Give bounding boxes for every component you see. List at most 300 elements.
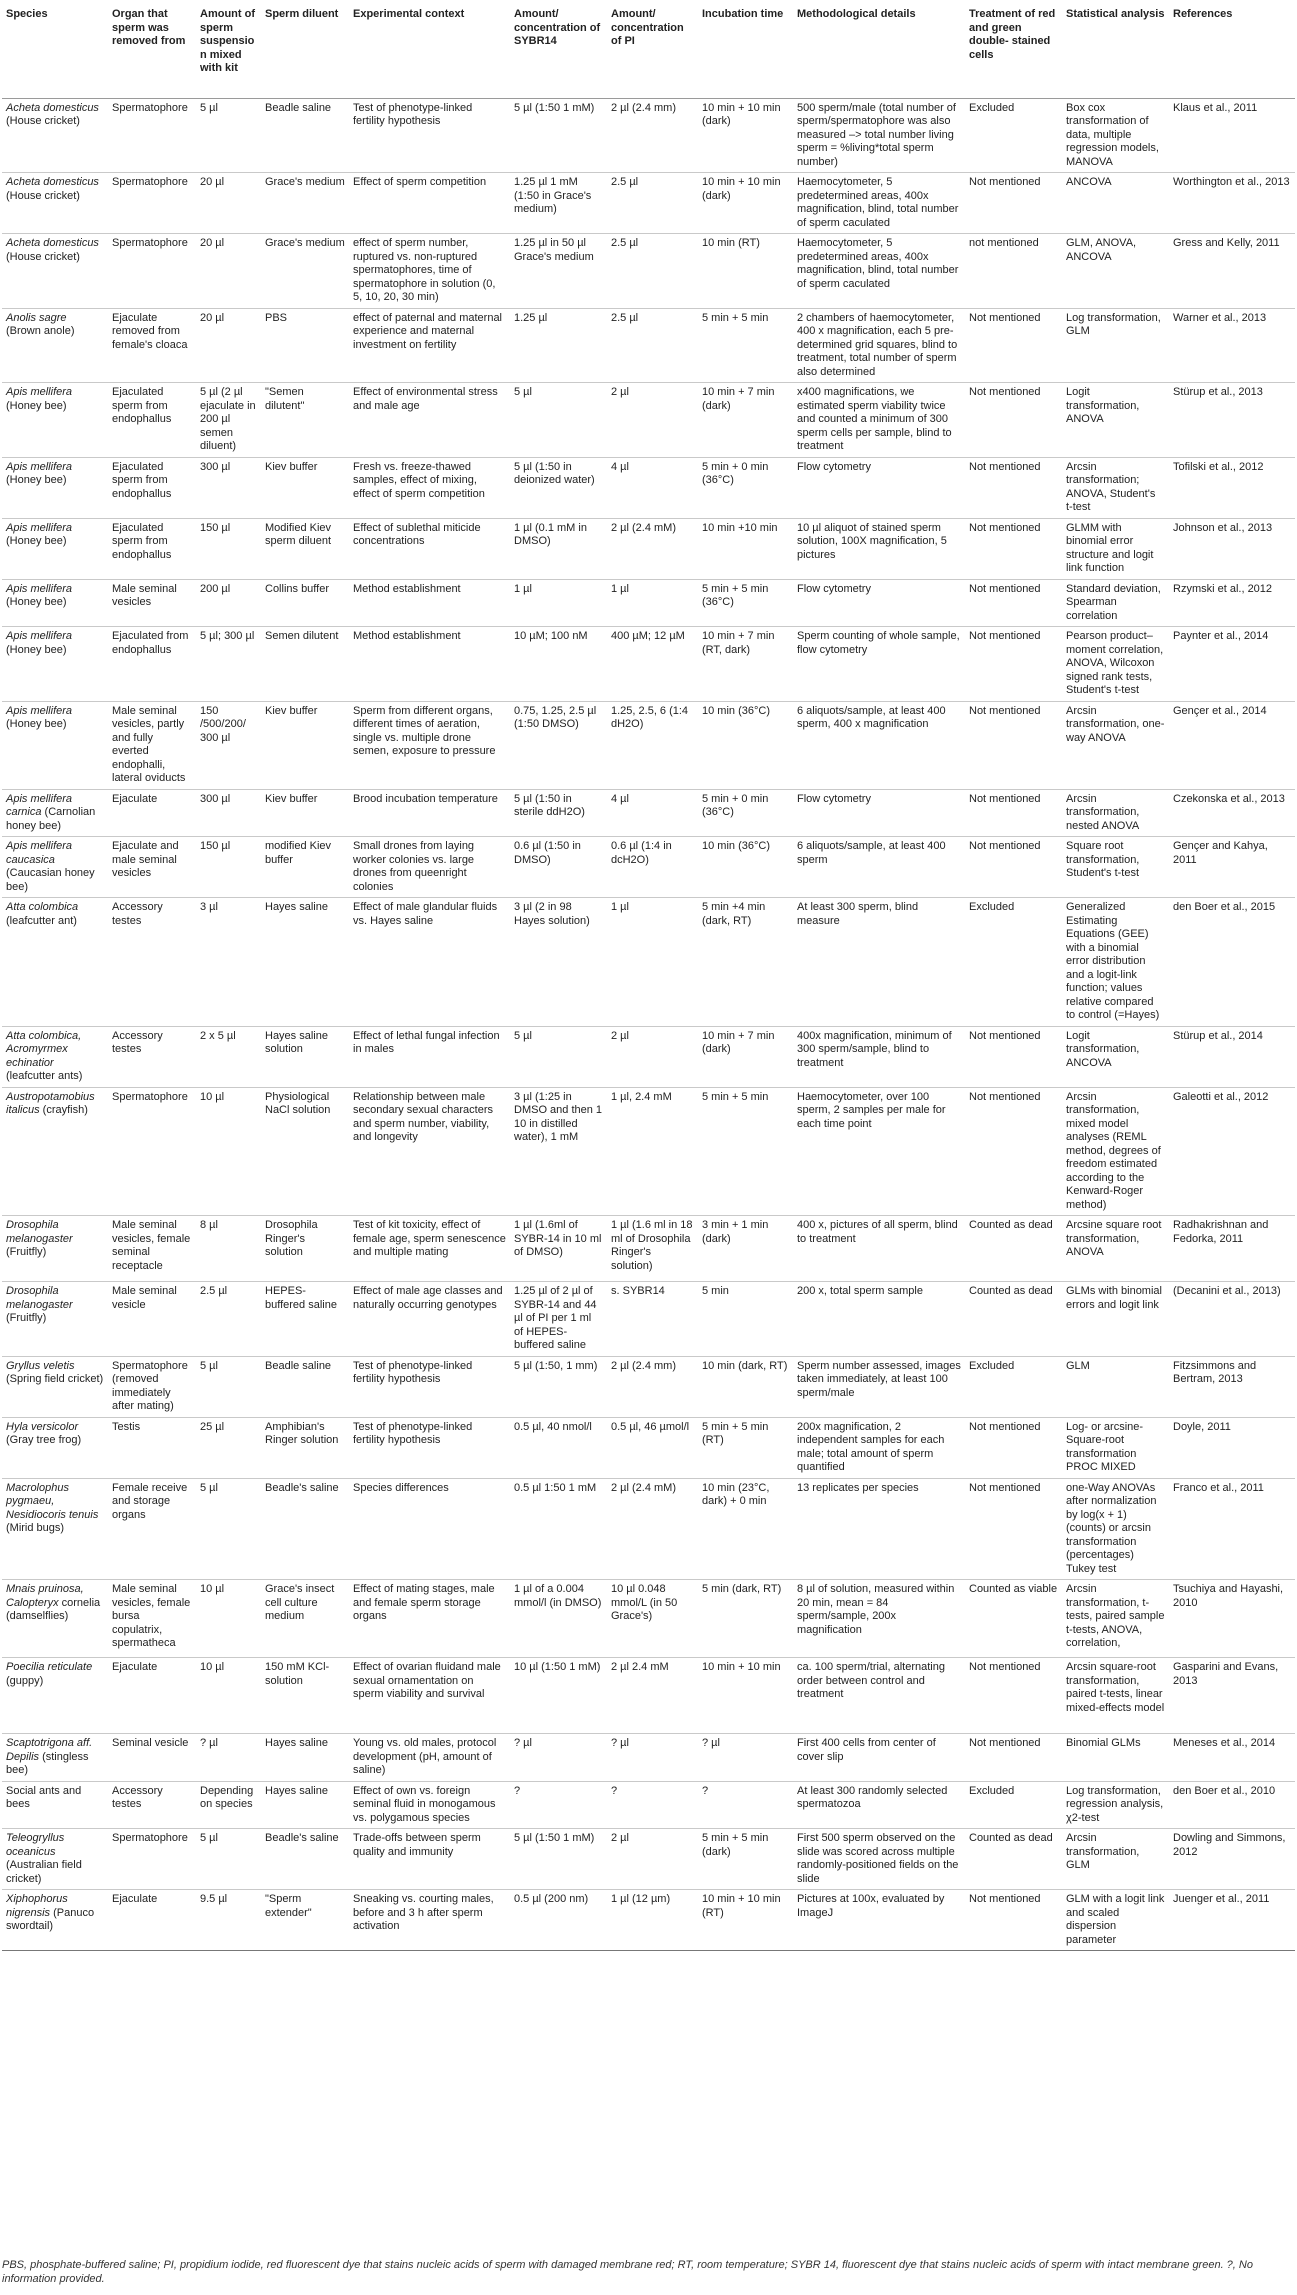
cell-refs: Meneses et al., 2014 (1173, 1737, 1276, 1749)
table-row (2, 1356, 1295, 1417)
cell-sybr: 5 µl (1:50, 1 mm) (514, 1359, 598, 1372)
cell-pi: 2 µl (2.4 mM) (611, 521, 677, 534)
table-row (2, 1658, 1295, 1734)
common-name: (Honey bee) (6, 399, 67, 412)
cell-incubation: 10 min + 10 min (702, 1661, 781, 1673)
cell-treatment: Not mentioned (969, 386, 1041, 398)
species-name: Anolis sagre (6, 311, 67, 324)
cell-context: Trade-offs between sperm quality and immunity (353, 1832, 481, 1858)
cell-organ: Ejaculated from endophallus (112, 630, 189, 656)
cell-refs: Doyle, 2011 (1173, 1420, 1231, 1433)
species-name: Apis mellifera (6, 386, 73, 398)
table-row (2, 457, 1295, 518)
cell-treatment: Counted as dead (969, 1832, 1053, 1844)
cell-treatment: Not mentioned (969, 704, 1041, 717)
cell-context: Test of phenotype-linked fertility hypothesis (353, 101, 473, 127)
cell-refs: Stürup et al., 2014 (1173, 1029, 1263, 1042)
cell-refs: Klaus et al., 2011 (1173, 101, 1258, 114)
cell-species (2, 308, 108, 383)
common-name: (crayfish) (39, 1104, 88, 1116)
header-stats: Statistical analysis (1066, 8, 1165, 20)
cell-species (2, 1658, 108, 1734)
cell-pi: 2 µl 2.4 mM (611, 1661, 669, 1673)
cell-treatment: Counted as dead (969, 1285, 1053, 1297)
cell-amount: 150 µl (200, 840, 231, 852)
table-row (2, 898, 1295, 1027)
cell-species (2, 383, 108, 458)
cell-refs: Rzymski et al., 2012 (1173, 582, 1273, 595)
cell-treatment: Excluded (969, 1359, 1015, 1372)
cell-amount: 300 µl (200, 460, 231, 473)
cell-stats: Arcsin transformation, mixed model analyses (REML method, degrees of freedom estimated according to the Kenward-Roger method) (1066, 1090, 1161, 1211)
cell-pi: 2 µl (611, 1832, 629, 1844)
cell-incubation: 10 min + 10 min (dark) (702, 101, 781, 127)
cell-method: Sperm counting of whole sample, flow cytometry (797, 630, 960, 656)
common-name: (Fruitfly) (6, 1246, 47, 1258)
common-name: (Honey bee) (6, 535, 67, 547)
cell-treatment: Not mentioned (969, 792, 1041, 805)
cell-refs: den Boer et al., 2010 (1173, 1784, 1276, 1797)
cell-sybr: 1.25 µl (514, 311, 548, 324)
cell-refs: Gençer et al., 2014 (1173, 704, 1267, 717)
common-name: (House cricket) (6, 189, 80, 202)
cell-sybr: 1.25 µl 1 mM (1:50 in Grace's medium) (514, 176, 592, 215)
cell-diluent: modified Kiev buffer (265, 840, 332, 866)
cell-method: ca. 100 sperm/trial, alternating order between control and treatment (797, 1661, 945, 1700)
cell-organ: Ejaculate (112, 792, 158, 805)
cell-organ: Spermatophore (112, 1090, 188, 1103)
cell-method: Pictures at 100x, evaluated by ImageJ (797, 1893, 945, 1919)
cell-sybr: 0.75, 1.25, 2.5 µl (1:50 DMSO) (514, 704, 597, 730)
cell-organ: Ejaculate (112, 1893, 158, 1905)
cell-context: Effect of male glandular fluids vs. Hayes saline (353, 901, 498, 927)
cell-stats: GLM (1066, 1359, 1090, 1372)
species-name: Gryllus veletis (6, 1359, 75, 1372)
cell-sybr: 1.25 µl of 2 µl of SYBR-14 and 44 µl of PI per 1 ml of HEPES-buffered saline (514, 1285, 597, 1351)
cell-sybr: 1 µl (1.6ml of SYBR-14 in 10 ml of DMSO) (514, 1219, 602, 1258)
cell-context: Young vs. old males, protocol development (pH, amount of saline) (353, 1737, 497, 1776)
cell-amount: 20 µl (200, 311, 225, 324)
cell-pi: 4 µl (611, 460, 629, 473)
cell-species (2, 518, 108, 579)
table-row (2, 1417, 1295, 1478)
cell-diluent: 150 mM KCl-solution (265, 1661, 330, 1687)
common-name: (Gray tree frog) (6, 1434, 82, 1446)
cell-incubation: 10 min +10 min (702, 521, 778, 534)
table-row (2, 1781, 1295, 1829)
header-sybr: Amount/ concentration of SYBR14 (514, 8, 601, 47)
cell-stats: GLM with a logit link and scaled dispersion parameter (1066, 1893, 1165, 1946)
species-name: Macrolophus pygmaeu, Nesidiocoris tenuis (6, 1481, 99, 1521)
cell-method: At least 300 randomly selected spermatozoa (797, 1784, 948, 1810)
table-row (2, 1829, 1295, 1890)
cell-stats: Square root transformation, Student's t-test (1066, 840, 1140, 879)
cell-stats: GLMs with binomial errors and logit link (1066, 1285, 1162, 1311)
cell-incubation: 5 min +4 min (dark, RT) (702, 901, 766, 927)
cell-amount: 8 µl (200, 1219, 218, 1231)
cell-method: Flow cytometry (797, 460, 871, 473)
cell-context: Effect of lethal fungal infection in males (353, 1029, 500, 1055)
cell-species (2, 1781, 108, 1829)
cell-sybr: 0.5 µl, 40 nmol/l (514, 1420, 592, 1433)
cell-pi: 2 µl (2.4 mM) (611, 1481, 677, 1494)
cell-refs: Fitzsimmons and Bertram, 2013 (1173, 1359, 1257, 1385)
cell-refs: Juenger et al., 2011 (1173, 1893, 1270, 1905)
cell-stats: Arcsin transformation, t-tests, paired sample t-tests, ANOVA, correlation, (1066, 1583, 1165, 1649)
cell-treatment: Not mentioned (969, 311, 1041, 324)
cell-species (2, 1580, 108, 1658)
common-name: (Spring field cricket) (6, 1373, 104, 1385)
header-diluent: Sperm diluent (265, 8, 339, 20)
cell-sybr: 5 µl (1:50 1 mM) (514, 1832, 595, 1844)
cell-context: Effect of male age classes and naturally occurring genotypes (353, 1285, 503, 1311)
cell-amount: 5 µl (200, 1832, 218, 1844)
cell-method: Haemocytometer, 5 predetermined areas, 400x magnification, blind, total number of sperm caculated (797, 176, 959, 229)
cell-method: 500 sperm/male (total number of sperm/spermatophore was also measured –> total number living sperm = %living*total sperm number) (797, 101, 956, 168)
cell-stats: Standard deviation, Spearman correlation (1066, 582, 1161, 622)
cell-incubation: 5 min + 5 min (RT) (702, 1420, 769, 1446)
cell-sybr: 1 µl of a 0.004 mmol/l (in DMSO) (514, 1583, 602, 1609)
cell-organ: Male seminal vesicles (112, 582, 177, 608)
table-row (2, 1734, 1295, 1782)
cell-stats: Log transformation, regression analysis, χ2-test (1066, 1784, 1164, 1824)
species-name: Apis mellifera (6, 630, 73, 642)
cell-amount: 2.5 µl (200, 1285, 228, 1297)
species-name: Apis mellifera (6, 460, 73, 473)
cell-incubation: 5 min + 5 min (dark) (702, 1832, 769, 1858)
cell-incubation: 5 min + 0 min (36°C) (702, 460, 769, 486)
cell-diluent: Kiev buffer (265, 460, 318, 473)
cell-sybr: ? µl (514, 1737, 532, 1749)
common-name: cornelia (damselflies) (6, 1596, 101, 1622)
cell-organ: Spermatophore (112, 237, 188, 249)
species-name: Drosophila melanogaster (6, 1285, 73, 1311)
table-row (2, 1026, 1295, 1087)
cell-species (2, 789, 108, 837)
cell-refs: Gasparini and Evans, 2013 (1173, 1661, 1279, 1687)
cell-incubation: 10 min + 10 min (dark) (702, 176, 781, 202)
cell-organ: Spermatophore (112, 1832, 188, 1844)
cell-sybr: 1.25 µl in 50 µl Grace's medium (514, 237, 594, 263)
table-row (2, 1282, 1295, 1357)
cell-incubation: 10 min + 7 min (RT, dark) (702, 630, 775, 656)
cell-method: 6 aliquots/sample, at least 400 sperm (797, 840, 946, 866)
cell-organ: Male seminal vesicles, partly and fully everted endophalli, lateral oviducts (112, 704, 186, 784)
cell-stats: Arcsin transformation, GLM (1066, 1832, 1140, 1871)
cell-refs: Galeotti et al., 2012 (1173, 1090, 1269, 1103)
cell-species (2, 1734, 108, 1782)
table-row (2, 837, 1295, 898)
cell-species (2, 1417, 108, 1478)
cell-treatment: Excluded (969, 101, 1015, 114)
cell-treatment: Not mentioned (969, 1737, 1041, 1749)
header-row (2, 8, 1295, 98)
cell-organ: Ejaculate (112, 1661, 158, 1673)
species-name: Apis mellifera caucasica (6, 840, 73, 866)
species-name: Mnais pruinosa, Calopteryx (6, 1583, 84, 1609)
cell-method: 400x magnification, minimum of 300 sperm/sample, blind to treatment (797, 1029, 952, 1069)
cell-method: 8 µl of solution, measured within 20 min, mean = 84 sperm/sample, 200x magnification (797, 1583, 955, 1636)
table-row (2, 1478, 1295, 1580)
sperm-viability-table (2, 8, 1295, 1951)
cell-diluent: Grace's medium (265, 176, 345, 188)
cell-amount: 5 µl; 300 µl (200, 630, 255, 642)
cell-amount: 10 µl (200, 1090, 225, 1103)
cell-organ: Spermatophore (112, 176, 188, 188)
cell-treatment: Excluded (969, 901, 1015, 913)
cell-organ: Accessory testes (112, 1784, 163, 1810)
cell-organ: Ejaculated sperm from endophallus (112, 521, 172, 561)
cell-context: Fresh vs. freeze-thawed samples, effect of mixing, effect of sperm competition (353, 460, 485, 500)
cell-treatment: Not mentioned (969, 1420, 1041, 1433)
header-organ: Organ that sperm was removed from (112, 8, 186, 47)
table-row (2, 1216, 1295, 1282)
header-species: Species (6, 8, 48, 20)
table-row (2, 579, 1295, 627)
cell-amount: 5 µl (200, 1359, 218, 1372)
cell-stats: GLM, ANOVA, ANCOVA (1066, 237, 1137, 263)
table-row (2, 383, 1295, 458)
cell-stats: Log- or arcsine-Square-root transformation PROC MIXED (1066, 1420, 1144, 1473)
cell-amount: Depending on species (200, 1784, 254, 1810)
cell-pi: 2 µl (2.4 mm) (611, 1359, 677, 1372)
cell-pi: 1 µl (611, 582, 629, 595)
cell-species (2, 1478, 108, 1580)
cell-treatment: Not mentioned (969, 1661, 1041, 1673)
cell-organ: Spermatophore (112, 101, 188, 114)
cell-diluent: Physiological NaCl solution (265, 1090, 331, 1116)
cell-pi: 4 µl (611, 792, 629, 805)
cell-diluent: "Semen dilutent" (265, 386, 305, 412)
cell-method: 2 chambers of haemocytometer, 400 x magnification, each 5 pre-determined grid squares, blind to treatment, total number of sperm also determined (797, 311, 958, 378)
cell-species (2, 1356, 108, 1417)
cell-method: First 400 cells from center of cover slip (797, 1737, 936, 1763)
table-row (2, 308, 1295, 383)
cell-stats: Box cox transformation of data, multiple regression models, MANOVA (1066, 101, 1159, 168)
cell-stats: Logit transformation, ANCOVA (1066, 1029, 1140, 1069)
cell-context: Test of phenotype-linked fertility hypothesis (353, 1420, 473, 1446)
cell-organ: Ejaculated sperm from endophallus (112, 386, 172, 425)
cell-amount: 20 µl (200, 237, 225, 249)
species-name: Apis mellifera carnica (6, 792, 73, 818)
table-header (2, 8, 1295, 98)
species-name: Xiphophorus nigrensis (6, 1893, 68, 1919)
cell-method: At least 300 sperm, blind measure (797, 901, 919, 927)
cell-sybr: 10 µM; 100 nM (514, 630, 588, 642)
cell-refs: Dowling and Simmons, 2012 (1173, 1832, 1286, 1858)
species-name: Poecilia reticulate (6, 1661, 93, 1673)
species-name: Drosophila melanogaster (6, 1219, 73, 1245)
cell-pi: 2 µl (611, 386, 629, 398)
header-method: Methodological details (797, 8, 916, 20)
cell-amount: 3 µl (200, 901, 218, 913)
cell-pi: 1 µl (1.6 ml in 18 ml of Drosophila Ringer's solution) (611, 1219, 693, 1272)
cell-pi: 1 µl, 2.4 mM (611, 1090, 672, 1103)
species-name: Atta colombica, Acromyrmex echinatior (6, 1029, 82, 1069)
cell-amount: 5 µl (2 µl ejaculate in 200 µl semen diluent) (200, 386, 256, 452)
cell-method: 400 x, pictures of all sperm, blind to treatment (797, 1219, 958, 1245)
cell-amount: 10 µl (200, 1661, 225, 1673)
cell-method: 200x magnification, 2 independent samples for each male; total amount of sperm quantified (797, 1420, 945, 1473)
cell-stats: Arcsin transformation, nested ANOVA (1066, 792, 1140, 832)
cell-context: Effect of mating stages, male and female sperm storage organs (353, 1583, 495, 1622)
cell-diluent: Kiev buffer (265, 792, 318, 805)
cell-treatment: Counted as dead (969, 1219, 1053, 1231)
table-footnote: PBS, phosphate-buffered saline; PI, propidium iodide, red fluorescent dye that stains nucleic acids of sperm with damaged membrane red; RT, room temperature; SYBR 14, fluorescent dye that stains nucleic acids of sperm with intact membrane green. ?, No information provided. (2, 2259, 1253, 2285)
table-row (2, 1580, 1295, 1658)
cell-stats: one-Way ANOVAs after normalization by log(x + 1) (counts) or arcsin transformation (percentages) Tukey test (1066, 1481, 1157, 1575)
cell-pi: s. SYBR14 (611, 1285, 665, 1297)
table-row (2, 1087, 1295, 1216)
table-row (2, 518, 1295, 579)
cell-species (2, 1890, 108, 1951)
common-name: (stingless bee) (6, 1750, 89, 1776)
cell-treatment: Not mentioned (969, 630, 1041, 642)
cell-diluent: "Sperm extender" (265, 1893, 312, 1919)
cell-organ: Male seminal vesicles, female bursa copulatrix, spermatheca (112, 1583, 191, 1649)
header-treatment: Treatment of red and green double- stained cells (969, 8, 1056, 61)
cell-sybr: 1 µl (0.1 mM in DMSO) (514, 521, 587, 547)
species-name: Apis mellifera (6, 521, 73, 534)
cell-species (2, 837, 108, 898)
cell-treatment: Not mentioned (969, 1090, 1041, 1103)
cell-incubation: ? (702, 1784, 709, 1797)
cell-sybr: 5 µl (1:50 in sterile ddH2O) (514, 792, 585, 818)
cell-method: 13 replicates per species (797, 1481, 919, 1494)
cell-pi: ? µl (611, 1737, 629, 1749)
cell-pi: 0.5 µl, 46 µmol/l (611, 1420, 690, 1433)
table-row (2, 1890, 1295, 1951)
cell-context: Method establishment (353, 582, 461, 595)
common-name: (guppy) (6, 1674, 44, 1687)
cell-sybr: 1 µl (514, 582, 532, 595)
cell-pi: 2 µl (2.4 mm) (611, 101, 677, 114)
cell-refs: Warner et al., 2013 (1173, 311, 1267, 324)
cell-sybr: 5 µl (1:50 1 mM) (514, 101, 595, 114)
cell-pi: 2.5 µl (611, 237, 639, 249)
species-name: Acheta domesticus (6, 176, 99, 188)
header-amount: Amount of sperm suspension mixed with kit (200, 8, 255, 74)
header-incubation: Incubation time (702, 8, 784, 20)
cell-species (2, 173, 108, 234)
common-name: (Panuco swordtail) (6, 1906, 95, 1932)
cell-organ: Female receive and storage organs (112, 1481, 188, 1521)
cell-diluent: Hayes saline (265, 1784, 328, 1797)
cell-pi: 0.6 µl (1:4 in dcH2O) (611, 840, 672, 866)
cell-organ: Accessory testes (112, 1029, 163, 1055)
cell-organ: Accessory testes (112, 901, 163, 927)
cell-organ: Male seminal vesicles, female seminal receptacle (112, 1219, 191, 1272)
cell-incubation: 10 min (RT) (702, 237, 760, 249)
cell-sybr: 5 µl (1:50 in deionized water) (514, 460, 595, 486)
cell-incubation: 5 min + 5 min (702, 1090, 769, 1103)
cell-diluent: Grace's medium (265, 237, 345, 249)
cell-treatment: Not mentioned (969, 840, 1041, 852)
cell-sybr: 0.6 µl (1:50 in DMSO) (514, 840, 581, 866)
cell-treatment: Excluded (969, 1784, 1015, 1797)
cell-refs: Paynter et al., 2014 (1173, 630, 1269, 642)
common-name: Social ants and bees (6, 1784, 82, 1810)
table-row (2, 234, 1295, 309)
cell-incubation: 10 min + 10 min (RT) (702, 1893, 781, 1919)
species-name: Atta colombica (6, 901, 79, 913)
cell-amount: 150 /500/200/ 300 µl (200, 704, 246, 744)
cell-species (2, 1216, 108, 1282)
cell-pi: 1 µl (611, 901, 629, 913)
cell-treatment: Not mentioned (969, 460, 1041, 473)
cell-treatment: Not mentioned (969, 1029, 1041, 1042)
cell-species (2, 898, 108, 1027)
cell-context: effect of paternal and maternal experience and maternal investment on fertility (353, 311, 503, 351)
common-name: (leafcutter ant) (6, 914, 77, 927)
cell-refs: (Decanini et al., 2013) (1173, 1285, 1281, 1297)
cell-context: Sperm from different organs, different times of aeration, single vs. multiple drone semen, exposure to pressure (353, 704, 496, 757)
cell-incubation: 5 min + 5 min (36°C) (702, 582, 769, 608)
common-name: (leafcutter ants) (6, 1070, 83, 1082)
species-name: Acheta domesticus (6, 101, 99, 114)
cell-incubation: 10 min (dark, RT) (702, 1359, 788, 1372)
species-name: Teleogryllus oceanicus (6, 1832, 65, 1858)
common-name: (Honey bee) (6, 596, 67, 608)
cell-refs: den Boer et al., 2015 (1173, 901, 1276, 913)
cell-context: Species differences (353, 1481, 449, 1494)
cell-sybr: 5 µl (514, 1029, 532, 1042)
cell-stats: Arcsine square root transformation, ANOVA (1066, 1219, 1162, 1258)
cell-treatment: Not mentioned (969, 582, 1041, 595)
cell-stats: Generalized Estimating Equations (GEE) with a binomial error distribution and a logit-link function; values relative compared to control (=Hayes) (1066, 901, 1160, 1021)
cell-context: Effect of own vs. foreign seminal fluid in monogamous vs. polygamous species (353, 1784, 496, 1824)
cell-method: First 500 sperm observed on the slide was scored across multiple randomly-positioned fields on the slide (797, 1832, 959, 1885)
header-pi: Amount/ concentration of PI (611, 8, 684, 47)
table-row (2, 98, 1295, 173)
cell-diluent: Grace's insect cell culture medium (265, 1583, 335, 1622)
cell-diluent: Collins buffer (265, 582, 329, 595)
table-body (2, 98, 1295, 1951)
cell-diluent: Amphibian's Ringer solution (265, 1420, 339, 1446)
species-name: Scaptotrigona aff. Depilis (6, 1737, 93, 1763)
cell-incubation: 5 min + 0 min (36°C) (702, 792, 769, 818)
cell-incubation: 10 min (36°C) (702, 840, 770, 852)
cell-species (2, 1829, 108, 1890)
cell-diluent: Hayes saline (265, 901, 328, 913)
cell-species (2, 1282, 108, 1357)
cell-species (2, 98, 108, 173)
cell-sybr: ? (514, 1784, 521, 1797)
cell-amount: 300 µl (200, 792, 231, 805)
cell-organ: Male seminal vesicle (112, 1285, 177, 1311)
cell-species (2, 579, 108, 627)
cell-refs: Stürup et al., 2013 (1173, 386, 1263, 398)
cell-method: Haemocytometer, over 100 sperm, 2 samples per male for each time point (797, 1090, 946, 1130)
cell-method: Flow cytometry (797, 792, 871, 805)
cell-context: Effect of environmental stress and male age (353, 386, 498, 412)
cell-pi: 400 µM; 12 µM (611, 630, 685, 642)
cell-stats: ANCOVA (1066, 176, 1112, 188)
cell-pi: 10 µl 0.048 mmol/L (in 50 Grace's) (611, 1583, 678, 1622)
cell-diluent: HEPES-buffered saline (265, 1285, 337, 1311)
cell-sybr: 0.5 µl (200 nm) (514, 1893, 589, 1905)
cell-stats: Log transformation, GLM (1066, 311, 1161, 337)
cell-refs: Tsuchiya and Hayashi, 2010 (1173, 1583, 1284, 1609)
header-refs: References (1173, 8, 1233, 20)
cell-diluent: Beadle's saline (265, 1832, 339, 1844)
cell-context: Effect of ovarian fluidand male sexual ornamentation on sperm viability and survival (353, 1661, 501, 1700)
header-context: Experimental context (353, 8, 465, 20)
cell-amount: 5 µl (200, 101, 218, 114)
cell-stats: Pearson product–moment correlation, ANOVA, Wilcoxon signed rank tests, Student's t-test (1066, 630, 1164, 696)
cell-diluent: Beadle saline (265, 101, 332, 114)
cell-diluent: PBS (265, 311, 288, 324)
